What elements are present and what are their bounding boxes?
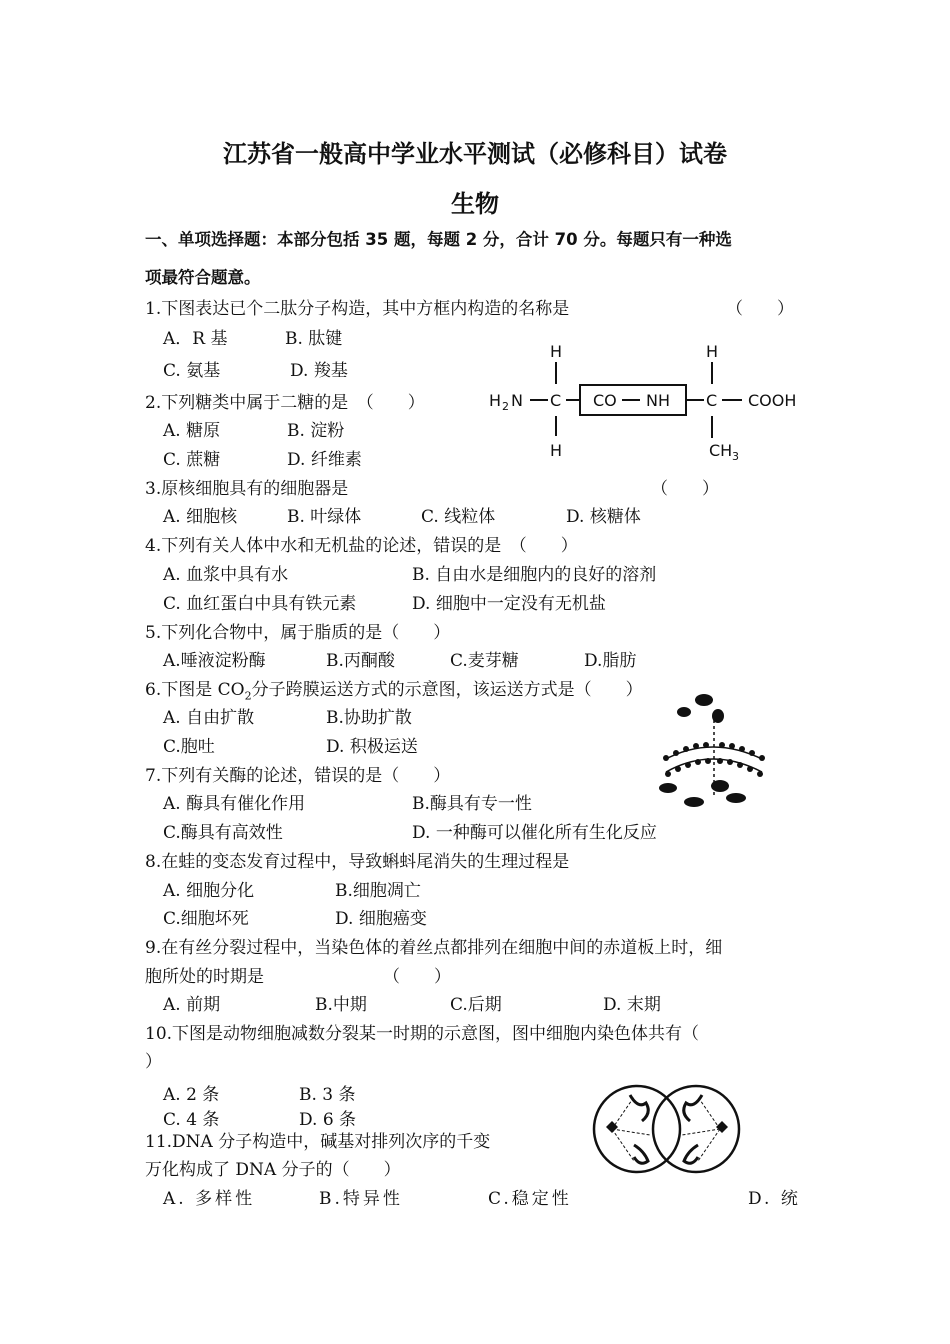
q8-option-b: B.细胞凋亡: [335, 881, 421, 901]
q5-option-b: B.丙酮酸: [326, 651, 395, 671]
q2-option-a: A. 糖原: [163, 421, 221, 441]
q9-option-c: C.后期: [450, 995, 502, 1015]
q10-stem-line2: ）: [145, 1052, 162, 1072]
q9-option-a: A. 前期: [163, 995, 221, 1015]
peptide-alpha-carbon-1: C: [550, 391, 562, 410]
q3-stem: 3.原核细胞具有的细胞器是: [145, 479, 349, 499]
q11-option-a: A. 多样性: [163, 1189, 256, 1209]
q7-stem: 7.下列有关酶的论述，错误的是（ ）: [145, 766, 451, 786]
q4-option-d: D. 细胞中一定没有无机盐: [412, 594, 606, 614]
q3-option-c: C. 线粒体: [421, 507, 496, 527]
q1-stem: 1.下图表达已个二肽分子构造，其中方框内构造的名称是: [145, 299, 570, 319]
q10-stem-line1: 10.下图是动物细胞减数分裂某一时期的示意图，图中细胞内染色体共有（: [145, 1024, 700, 1044]
q2-option-d: D. 纤维素: [287, 450, 362, 470]
q10-option-d: D. 6 条: [299, 1110, 357, 1130]
peptide-ch: CH: [709, 441, 733, 460]
q6-option-b: B.协助扩散: [326, 708, 412, 728]
peptide-h-top-2: H: [706, 342, 719, 361]
q10-option-b: B. 3 条: [299, 1085, 356, 1105]
peptide-ch3-sub: 3: [732, 450, 739, 463]
q11-option-b: B.特异性: [319, 1189, 403, 1209]
q2-option-b: B. 淀粉: [287, 421, 345, 441]
q11-option-c: C.稳定性: [488, 1189, 572, 1209]
q5-option-c: C.麦芽糖: [450, 651, 519, 671]
q8-stem: 8.在蛙的变态发育过程中，导致蝌蚪尾消失的生理过程是: [145, 852, 570, 872]
q6-option-c: C.胞吐: [163, 737, 215, 757]
q9-option-b: B.中期: [315, 995, 367, 1015]
q3-option-b: B. 叶绿体: [287, 507, 362, 527]
q9-answer-paren: （ ）: [383, 967, 451, 987]
q6-stem-post: 分子跨膜运送方式的示意图，该运送方式是（ ）: [251, 680, 643, 700]
q11-stem-line2: 万化构成了 DNA 分子的（ ）: [145, 1160, 401, 1180]
q6-stem-pre: 6.下图是 CO: [145, 680, 245, 700]
q6-option-a: A. 自由扩散: [163, 708, 255, 728]
q10-option-a: A. 2 条: [163, 1085, 220, 1105]
q8-option-c: C.细胞坏死: [163, 909, 249, 929]
q3-option-d: D. 核糖体: [566, 507, 641, 527]
subject-title: 生物: [451, 190, 499, 218]
peptide-co: CO: [593, 391, 617, 410]
q7-option-a: A. 酶具有催化作用: [163, 794, 306, 814]
section-heading-line1: 一、单项选择题：本部分包括 35 题，每题 2 分，合计 70 分。每题只有一种选: [145, 230, 732, 249]
q3-option-a: A. 细胞核: [163, 507, 238, 527]
q4-option-a: A. 血浆中具有水: [163, 565, 289, 585]
peptide-h-bottom: H: [550, 441, 563, 460]
peptide-h2n-n: N: [511, 391, 523, 410]
q8-option-d: D. 细胞癌变: [335, 909, 427, 929]
q1-option-a: A．R 基: [163, 329, 228, 349]
peptide-h-top-1: H: [550, 342, 563, 361]
q9-stem-line1: 9.在有丝分裂过程中，当染色体的着丝点都排列在细胞中间的赤道板上时，细: [145, 938, 723, 958]
q8-option-a: A. 细胞分化: [163, 881, 255, 901]
meiosis-cell-diagram: [592, 1075, 742, 1183]
section-heading-line2: 项最符合题意。: [145, 268, 261, 287]
q11-option-d: D. 统: [748, 1189, 801, 1209]
q6-stem: [145, 675, 643, 702]
q9-stem-line2: 胞所处的时期是: [145, 967, 264, 987]
q1-option-c: C. 氨基: [163, 361, 221, 381]
q5-stem: 5.下列化合物中，属于脂质的是（ ）: [145, 623, 451, 643]
q7-option-c: C.酶具有高效性: [163, 823, 283, 843]
q10-option-c: C. 4 条: [163, 1110, 220, 1130]
q1-option-b: B. 肽键: [285, 329, 343, 349]
q5-option-d: D.脂肪: [584, 651, 637, 671]
q4-option-c: C. 血红蛋白中具有铁元素: [163, 594, 357, 614]
peptide-cooh: COOH: [748, 391, 797, 410]
peptide-alpha-carbon-2: C: [706, 391, 718, 410]
q9-option-d: D. 末期: [603, 995, 661, 1015]
q7-option-d: D. 一种酶可以催化所有生化反应: [412, 823, 657, 843]
membrane-transport-diagram: [652, 690, 772, 810]
q5-option-a: A.唾液淀粉酶: [163, 651, 266, 671]
q1-option-d: D. 羧基: [290, 361, 348, 381]
peptide-h2n-sub: 2: [502, 400, 509, 413]
q3-answer-paren: （ ）: [651, 479, 719, 499]
q2-stem: 2.下列糖类中属于二糖的是 （ ）: [145, 393, 425, 413]
q11-stem-line1: 11.DNA 分子构造中，碱基对排列次序的千变: [145, 1132, 491, 1152]
q2-option-c: C. 蔗糖: [163, 450, 221, 470]
peptide-h2n-h: H: [489, 391, 502, 410]
q6-option-d: D. 积极运送: [326, 737, 418, 757]
q1-answer-paren: （ ）: [726, 299, 794, 319]
exam-title: 江苏省一般高中学业水平测试（必修科目）试卷: [223, 140, 727, 168]
q7-option-b: B.酶具有专一性: [412, 794, 532, 814]
dipeptide-diagram: [486, 340, 816, 465]
q6-stem-sub: 2: [244, 689, 252, 703]
q4-option-b: B. 自由水是细胞内的良好的溶剂: [412, 565, 657, 585]
peptide-nh: NH: [646, 391, 670, 410]
q4-stem: 4.下列有关人体中水和无机盐的论述，错误的是 （ ）: [145, 536, 578, 556]
